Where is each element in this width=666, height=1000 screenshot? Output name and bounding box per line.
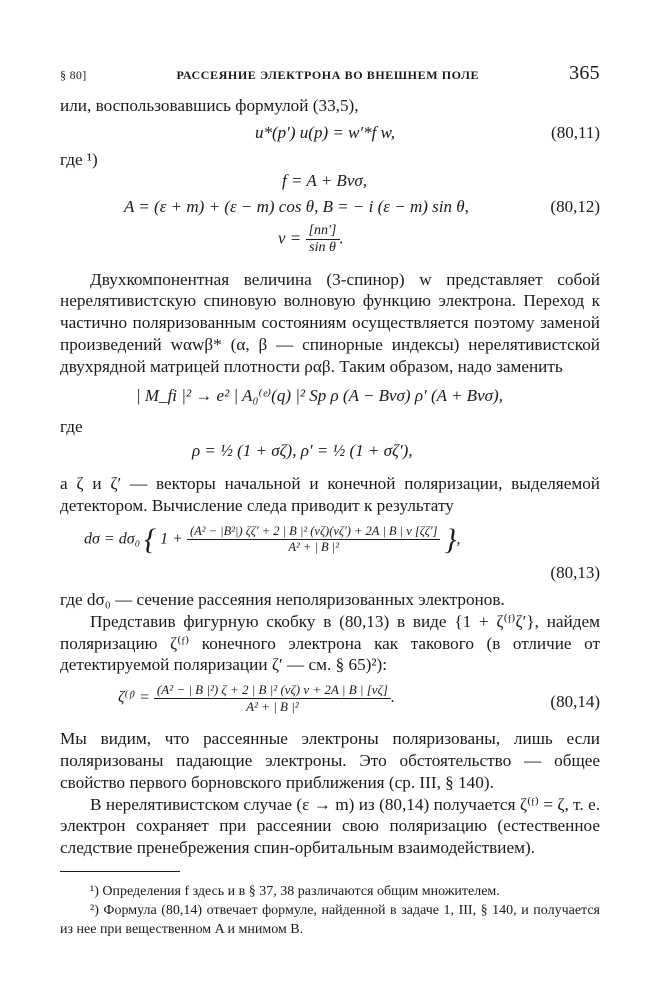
equation-body: | M_fi |² → e² | A₀⁽ᵉ⁾(q) |² Sp ρ (A − Bνσ) ρ′ (A + Bνσ), <box>136 385 503 405</box>
paragraph-4: где <box>60 416 83 436</box>
paragraph-2: где ¹) <box>60 149 98 169</box>
equation-number: (80,11) <box>551 122 600 142</box>
equation-body: ζ⁽ᶠ⁾ = $\frac{\text{(A² − | B |²) ζ + 2 | B |² (νζ) ν + 2A | B | [νζ]}}{\text{A² + | B |²}}$ . <box>118 682 395 715</box>
footnote-1: ¹) Определения f здесь и в § 37, 38 различаются общим множителем. <box>90 883 500 899</box>
section-ref: § 80] <box>60 68 87 82</box>
equation-body: f = A + Bνσ, <box>282 170 367 190</box>
paragraph-9: В нерелятивистском случае (ε → m) из (80,14) получается ζ⁽ᶠ⁾ = ζ, т. е. электрон сохраняет при рассеянии свою поляризацию (естественное следствие пренебрежения спин-орбитальным взаимодействием). <box>60 794 600 858</box>
equation-80-12c <box>60 223 600 265</box>
page <box>60 62 600 939</box>
equation-body: ρ = ½ (1 + σζ), ρ′ = ½ (1 + σζ′), <box>192 441 413 461</box>
equation-body: dσ = dσ₀ { 1 + $\frac{\text{(A² − |B²|) ζζ′ + 2 | B |² (νζ)(νζ′) + 2A | B | ν [ζζ′]}}{\text{A² + | B |²}}$ }, <box>84 522 461 556</box>
fraction-numerator: (A² − | B |²) ζ + 2 | B |² (νζ) ν + 2A | B | [νζ] <box>154 682 391 699</box>
equation-body <box>278 223 344 256</box>
brace-open: { <box>144 522 157 556</box>
eq-lhs: ζ⁽ᶠ⁾ = <box>118 689 150 707</box>
equation-number: (80,12) <box>550 196 600 216</box>
fraction <box>306 223 340 256</box>
equation-number: (80,13) <box>550 562 600 582</box>
equation-80-14 <box>60 682 600 728</box>
footnote-rule <box>60 871 180 872</box>
fraction-numerator: (A² − |B²|) ζζ′ + 2 | B |² (νζ)(νζ′) + 2A | B | ν [ζζ′] <box>187 524 441 540</box>
equation-80-11 <box>60 123 600 149</box>
fraction-denominator: sin θ <box>309 239 336 255</box>
paragraph-3: Двухкомпонентная величина (3-спинор) w представляет собой нерелятивистскую спиновую волновую функцию электрона. Переход к частично поляризованным состояниям осуществляется поэтому заменой произведений wαwβ* (α, β — спинорные индексы) нерелятивистской двухрядной матрицей плотности ραβ. Таким образом, надо заменить <box>60 269 600 376</box>
paragraph-6: где dσ₀ — сечение рассеяния неполяризованных электронов. <box>60 589 505 609</box>
paragraph-7: Представив фигурную скобку в (80,13) в виде {1 + ζ⁽ᶠ⁾ζ′}, найдем поляризацию ζ⁽ᶠ⁾ конечного электрона как такового (в отличие от детектируемой поляризации ζ′ — см. § 65)²): <box>60 611 600 675</box>
fraction-numerator: [nn′] <box>306 223 340 240</box>
footnote-2: ²) Формула (80,14) отвечает формуле, найденной в задаче 1, III, § 140, и получается из нее при вещественном A и мнимом B. <box>60 902 600 937</box>
fraction-denominator: A² + | B |² <box>288 540 339 555</box>
running-title: РАССЕЯНИЕ ЭЛЕКТРОНА ВО ВНЕШНЕМ ПОЛЕ <box>176 68 480 82</box>
equation-number: (80,14) <box>550 692 600 712</box>
equation-80-12a <box>60 171 600 197</box>
equation-80-13 <box>60 523 600 589</box>
fraction <box>154 682 391 715</box>
eq-lhs: ν = <box>278 228 302 247</box>
brace-close: } <box>444 522 457 556</box>
page-number: 365 <box>569 62 600 84</box>
equation-body: u*(p′) u(p) = w′*f w, <box>255 122 395 142</box>
equation-80-12b <box>60 197 600 223</box>
paragraph-8: Мы видим, что рассеянные электроны поляризованы, лишь если поляризованы падающие электроны. Это обстоятельство — общее свойство первого борновского приближения (ср. III, § 140). <box>60 729 600 792</box>
paragraph-5: а ζ и ζ′ — векторы начальной и конечной поляризации, выделяемой детектором. Вычисление следа приводит к результату <box>60 474 600 516</box>
eq-lhs: dσ = dσ₀ <box>84 530 141 548</box>
equation-m-fi <box>60 386 600 416</box>
equation-body: A = (ε + m) + (ε − m) cos θ, B = − i (ε − m) sin θ, <box>124 196 469 216</box>
eq-lead: 1 + <box>160 530 183 548</box>
eq-end: . <box>339 228 344 247</box>
running-header <box>60 62 600 85</box>
paragraph-1: или, воспользовавшись формулой (33,5), <box>60 96 359 115</box>
fraction-denominator: A² + | B |² <box>246 699 299 715</box>
equation-rho <box>60 437 600 473</box>
fraction <box>187 524 441 555</box>
